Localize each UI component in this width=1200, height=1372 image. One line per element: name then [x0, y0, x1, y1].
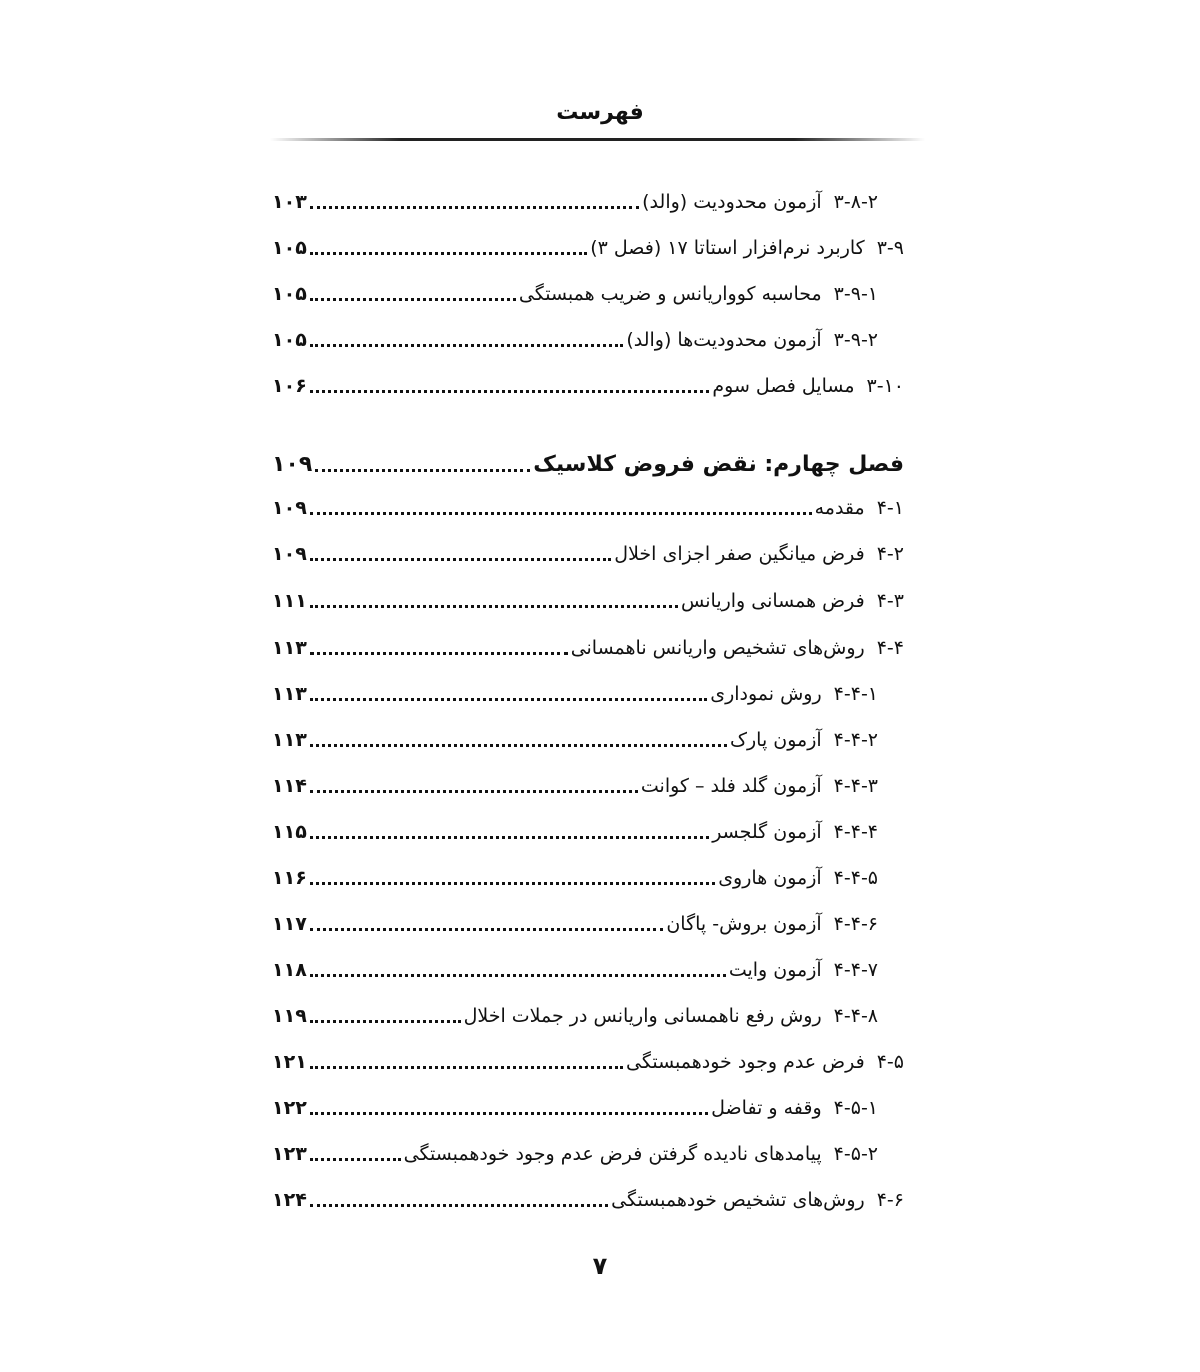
toc-entry[interactable]: [272, 1089, 904, 1123]
entry-title: آزمون پارک: [729, 729, 822, 751]
toc-chapter-heading[interactable]: [272, 446, 904, 480]
toc-entry[interactable]: [272, 183, 904, 217]
dot-leader: [310, 512, 812, 515]
entry-number: ۴-۱: [876, 497, 904, 519]
entry-number: ۴-۴-۶: [833, 913, 878, 935]
entry-page: ۱۰۵: [272, 329, 307, 351]
entry-number: ۴-۶: [876, 1189, 904, 1211]
entry-number: ۴-۴: [876, 637, 904, 659]
dot-leader: [310, 1112, 708, 1115]
entry-page: ۱۰۹: [272, 543, 307, 565]
toc-entry[interactable]: [272, 321, 904, 355]
entry-title: مسایل فصل سوم: [712, 375, 855, 397]
dot-leader: [310, 344, 624, 347]
toc-entry[interactable]: [272, 229, 904, 263]
entry-number: ۴-۴-۲: [833, 729, 878, 751]
toc-entry[interactable]: [272, 859, 904, 893]
toc-entry[interactable]: [272, 489, 904, 523]
entry-title: روش‌های تشخیص واریانس ناهمسانی: [570, 637, 865, 659]
dot-leader: [310, 1020, 461, 1023]
entry-title: روش رفع ناهمسانی واریانس در جملات اخلال: [463, 1005, 822, 1027]
entry-number: ۳-۹: [876, 237, 904, 259]
entry-title: فرض عدم وجود خودهمبستگی: [626, 1051, 865, 1073]
entry-title: فرض میانگین صفر اجزای اخلال: [614, 543, 865, 565]
entry-page: ۱۲۱: [272, 1051, 307, 1073]
entry-page: ۱۲۴: [272, 1189, 307, 1211]
entry-title: آزمون بروش- پاگان: [666, 913, 822, 935]
entry-number: ۴-۴-۴: [833, 821, 878, 843]
entry-number: ۴-۴-۸: [833, 1005, 878, 1027]
entry-page: ۱۰۹: [272, 497, 307, 519]
entry-page: ۱۰۹: [272, 452, 313, 477]
dot-leader: [310, 1066, 623, 1069]
dot-leader: [310, 790, 638, 793]
entry-title: وقفه و تفاضل: [711, 1097, 822, 1119]
entry-number: ۴-۴-۵: [833, 867, 878, 889]
dot-leader: [315, 469, 530, 472]
dot-leader: [310, 298, 516, 301]
dot-leader: [310, 1204, 608, 1207]
entry-page: ۱۱۱: [272, 590, 307, 612]
page-header-title: فهرست: [556, 100, 644, 125]
chapter-title: فصل چهارم: نقض فروض کلاسیک: [533, 452, 904, 477]
toc-entry[interactable]: [272, 535, 904, 569]
entry-number: ۳-۸-۲: [833, 191, 878, 213]
entry-title: مقدمه: [814, 497, 865, 519]
entry-page: ۱۱۴: [272, 775, 307, 797]
toc-entry[interactable]: [272, 951, 904, 985]
dot-leader: [310, 882, 715, 885]
entry-title: روش‌های تشخیص خودهمبستگی: [611, 1189, 865, 1211]
dot-leader: [310, 744, 727, 747]
entry-page: ۱۱۹: [272, 1005, 307, 1027]
entry-title: آزمون گلجسر: [712, 821, 822, 843]
entry-page: ۱۱۶: [272, 867, 307, 889]
entry-title: آزمون گلد فلد – کوانت: [640, 775, 822, 797]
dot-leader: [310, 836, 709, 839]
entry-page: ۱۱۳: [272, 729, 307, 751]
entry-number: ۴-۲: [876, 543, 904, 565]
entry-title: پیامدهای نادیده گرفتن فرض عدم وجود خودهمبستگی: [403, 1143, 822, 1165]
entry-page: ۱۱۸: [272, 959, 307, 981]
dot-leader: [310, 928, 664, 931]
toc-entry[interactable]: [272, 905, 904, 939]
dot-leader: [310, 206, 639, 209]
toc-entry[interactable]: [272, 629, 904, 663]
entry-number: ۴-۴-۳: [833, 775, 878, 797]
toc-entry[interactable]: [272, 582, 904, 616]
dot-leader: [310, 1158, 401, 1161]
entry-number: ۴-۴-۷: [833, 959, 878, 981]
entry-page: ۱۰۳: [272, 191, 307, 213]
entry-page: ۱۰۶: [272, 375, 307, 397]
entry-number: ۳-۹-۲: [833, 329, 878, 351]
entry-number: ۴-۵-۲: [833, 1143, 878, 1165]
toc-entry[interactable]: [272, 721, 904, 755]
entry-number: ۴-۴-۱: [833, 683, 878, 705]
toc-entry[interactable]: [272, 367, 904, 401]
toc-entry[interactable]: [272, 767, 904, 801]
entry-title: محاسبه کوواریانس و ضریب همبستگی: [518, 283, 822, 305]
page-number: ۷: [592, 1252, 608, 1280]
entry-page: ۱۲۳: [272, 1143, 307, 1165]
dot-leader: [310, 974, 726, 977]
entry-title: آزمون وایت: [728, 959, 822, 981]
table-of-contents: [272, 0, 904, 1372]
toc-entry[interactable]: [272, 675, 904, 709]
entry-number: ۳-۹-۱: [833, 283, 878, 305]
dot-leader: [310, 698, 707, 701]
toc-entry[interactable]: [272, 1043, 904, 1077]
entry-page: ۱۱۵: [272, 821, 307, 843]
toc-entry[interactable]: [272, 275, 904, 309]
dot-leader: [310, 252, 587, 255]
entry-title: فرض همسانی واریانس: [681, 590, 865, 612]
toc-entry[interactable]: [272, 1181, 904, 1215]
entry-number: ۴-۵-۱: [833, 1097, 878, 1119]
entry-page: ۱۲۲: [272, 1097, 307, 1119]
entry-number: ۳-۱۰: [866, 375, 904, 397]
entry-number: ۴-۳: [876, 590, 904, 612]
dot-leader: [310, 605, 678, 608]
entry-title: آزمون هاروی: [718, 867, 822, 889]
entry-page: ۱۱۳: [272, 683, 307, 705]
toc-entry[interactable]: [272, 997, 904, 1031]
dot-leader: [310, 390, 710, 393]
dot-leader: [310, 558, 611, 561]
toc-entry[interactable]: [272, 813, 904, 847]
dot-leader: [310, 652, 568, 655]
entry-page: ۱۰۵: [272, 283, 307, 305]
entry-title: آزمون محدودیت‌ها (والد): [626, 329, 822, 351]
entry-page: ۱۱۷: [272, 913, 307, 935]
entry-page: ۱۱۳: [272, 637, 307, 659]
entry-title: آزمون محدودیت (والد): [642, 191, 822, 213]
entry-page: ۱۰۵: [272, 237, 307, 259]
entry-number: ۴-۵: [876, 1051, 904, 1073]
entry-title: روش نموداری: [710, 683, 822, 705]
toc-entry[interactable]: [272, 1135, 904, 1169]
entry-title: کاربرد نرم‌افزار استاتا ۱۷ (فصل ۳): [590, 237, 865, 259]
